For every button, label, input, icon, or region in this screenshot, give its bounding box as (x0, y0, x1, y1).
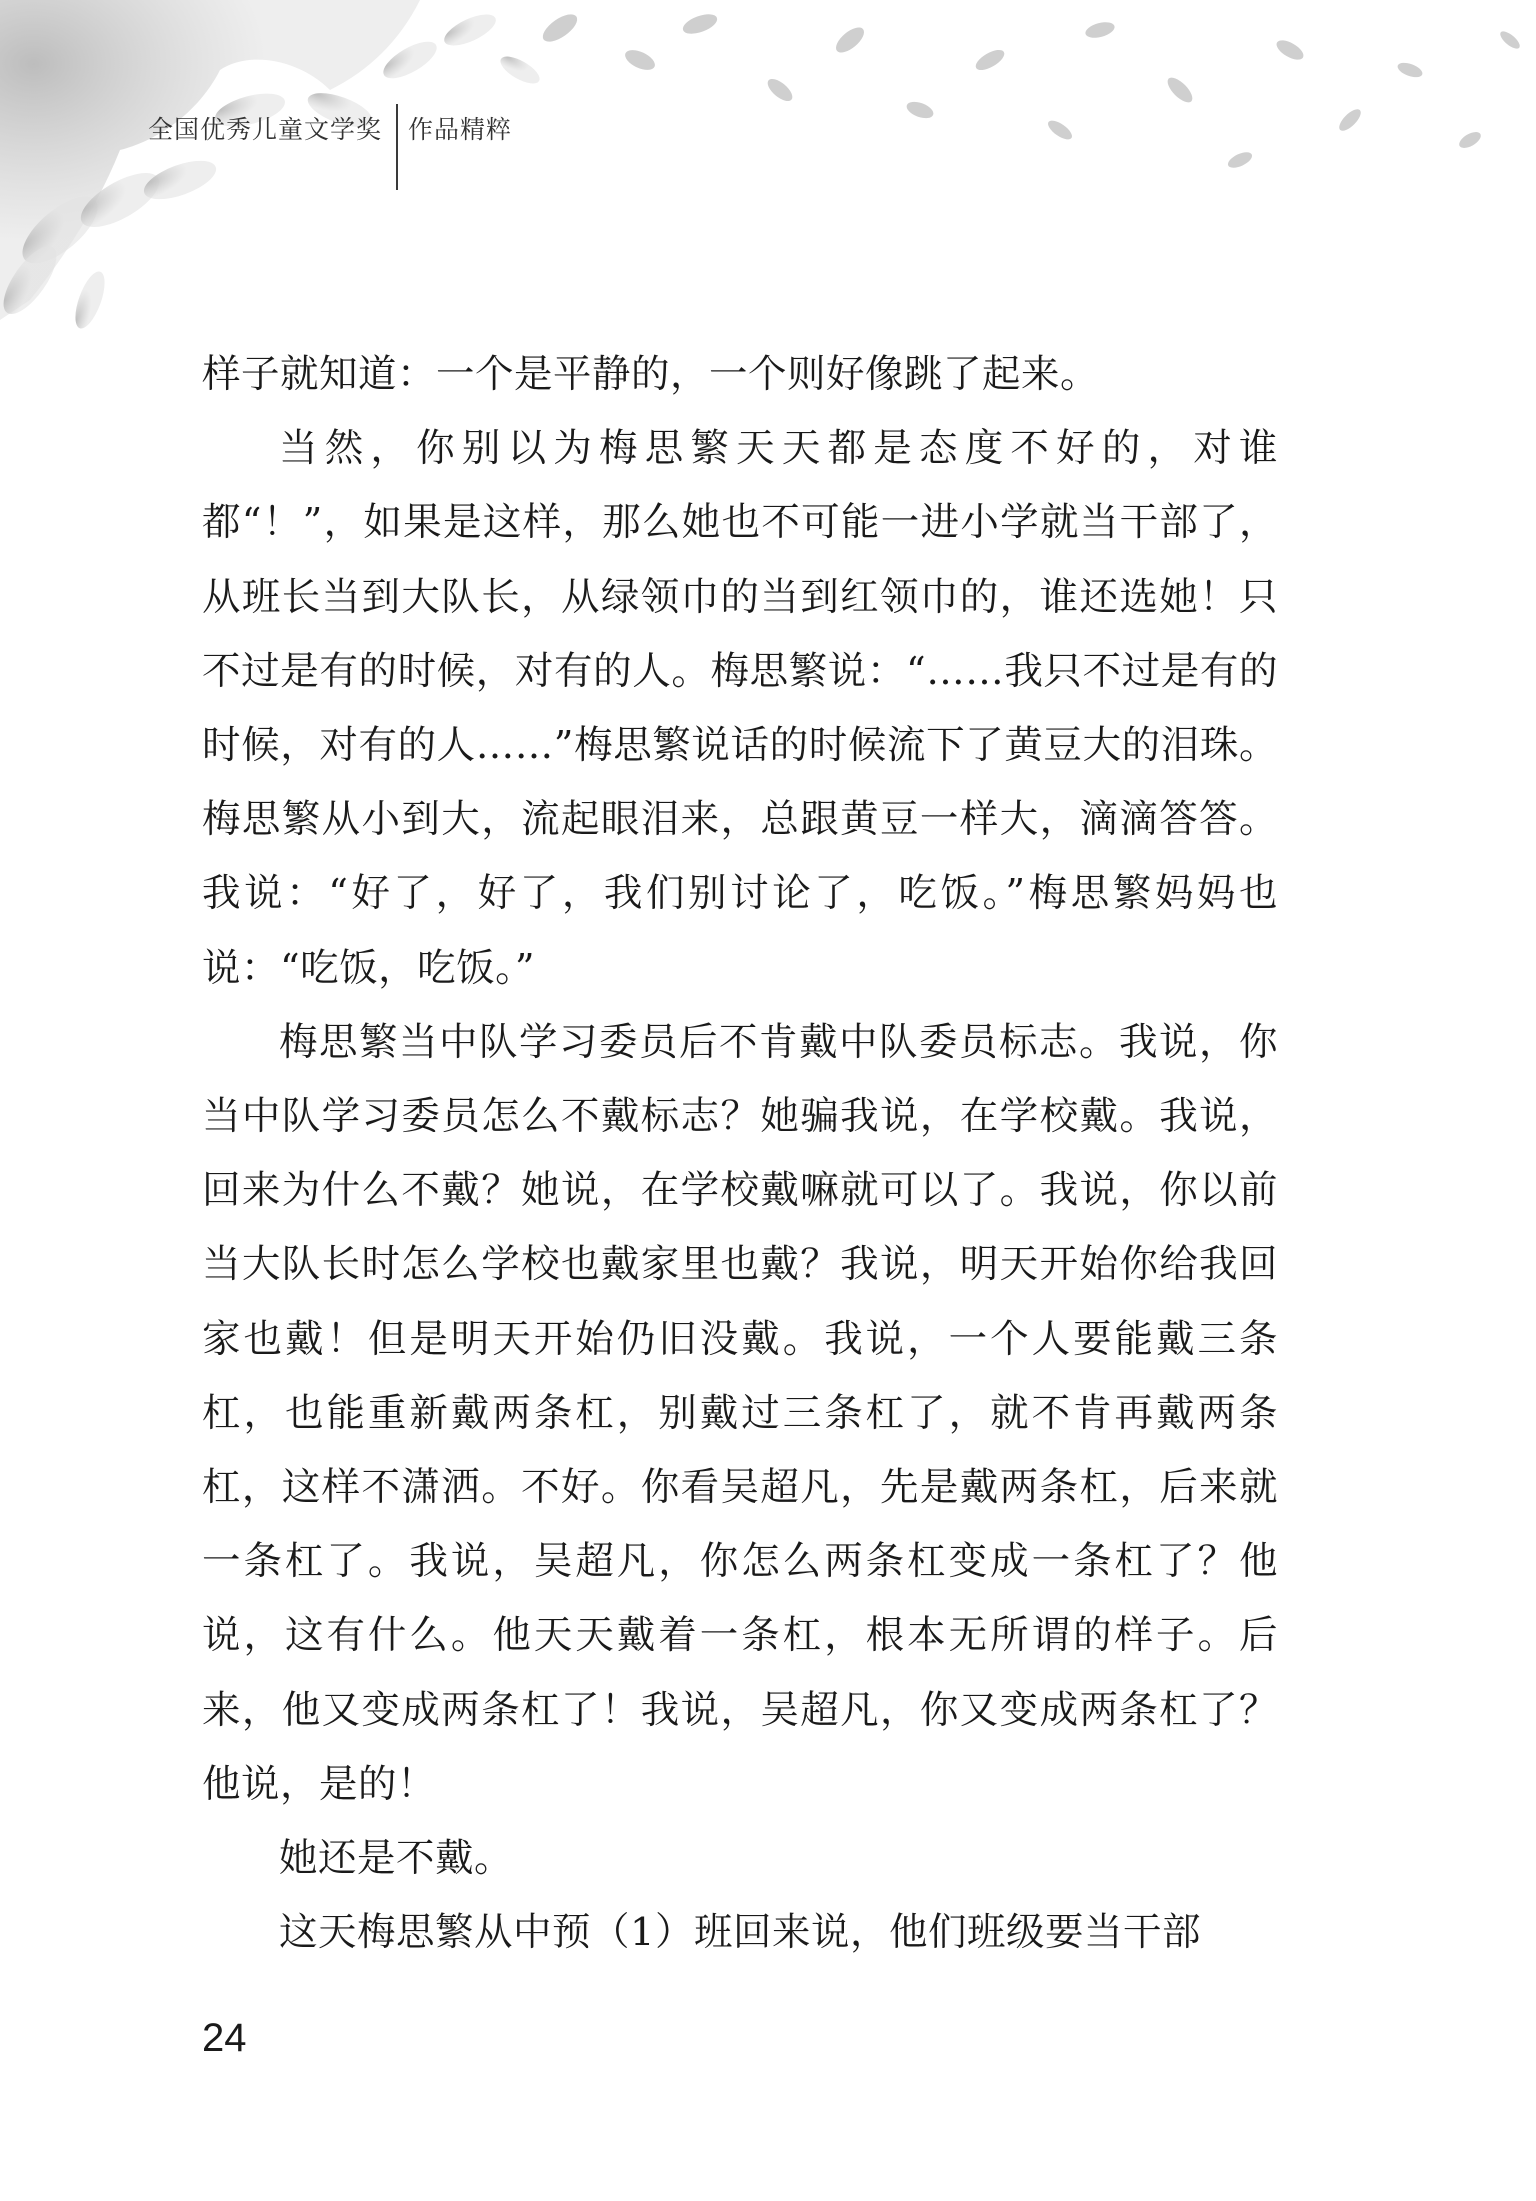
paragraph-4: 她还是不戴。 (279, 1836, 514, 1882)
floral-header-decoration (0, 0, 1536, 330)
paragraph-1: 样子就知道：一个是平静的，一个则好像跳了起来。 (202, 352, 1100, 397)
page-number: 24 (202, 2016, 247, 2060)
body-text (202, 338, 1278, 1970)
section-title: 作品精粹 (408, 115, 513, 144)
series-title: 全国优秀儿童文学奖 (148, 115, 383, 144)
header-divider (396, 104, 398, 190)
paragraph-3: 梅思繁当中队学习委员后不肯戴中队委员标志。我说，你当中队学习委员怎么不戴标志？她骗我说，在学校戴。我说，回来为什么不戴？她说，在学校戴嘛就可以了。我说，你以前当大队长时怎么学校也戴家里也戴？我说，明天开始你给我回家也戴！但是明天开始仍旧没戴。我说，一个人要能戴三条杠，也能重新戴两条杠，别戴过三条杠了，就不肯再戴两条杠，这样不潇洒。不好。你看吴超凡，先是戴两条杠，后来就一条杠了。我说，吴超凡，你怎么两条杠变成一条杠了？他说，这有什么。他天天戴着一条杠，根本无所谓的样子。后来，他又变成两条杠了！我说，吴超凡，你又变成两条杠了？他说，是的！ (202, 1019, 1278, 1807)
paragraph-5: 这天梅思繁从中预（1）班回来说，他们班级要当干部 (279, 1910, 1201, 1956)
paragraph-2: 当然，你别以为梅思繁天天都是态度不好的，对谁都“！”，如果是这样，那么她也不可能一进小学就当干部了，从班长当到大队长，从绿领巾的当到红领巾的，谁还选她！只不过是有的时候，对有的人。梅思繁说：“……我只不过是有的时候，对有的人……”梅思繁说话的时候流下了黄豆大的泪珠。梅思繁从小到大，流起眼泪来，总跟黄豆一样大，滴滴答答。我说：“好了，好了，我们别讨论了，吃饭。”梅思繁妈妈也说：“吃饭，吃饭。” (202, 426, 1278, 991)
